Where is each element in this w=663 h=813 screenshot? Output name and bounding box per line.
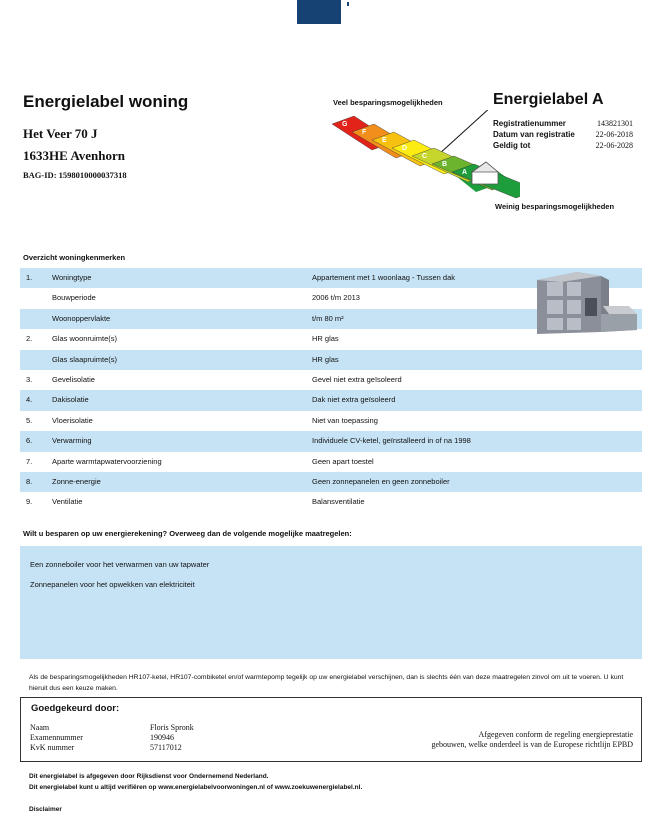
table-row: 5. Vloerisolatie Niet van toepassing — [26, 415, 378, 425]
government-logo — [297, 0, 341, 24]
table-row: Glas slaapruimte(s) HR glas — [20, 350, 642, 370]
approved-key: Naam — [30, 723, 50, 732]
disclaimer-link[interactable]: Disclaimer — [29, 806, 62, 813]
energy-band-letter: D — [402, 145, 408, 152]
label-pointer-line — [438, 110, 492, 155]
table-row: 9. Ventilatie Balansventilatie — [26, 497, 365, 507]
table-row: 1. Woningtype Appartement met 1 woonlaag - Tussen dak — [20, 268, 642, 288]
table-row: Woonoppervlakte t/m 80 m² — [20, 309, 642, 329]
apartment-building-icon — [533, 272, 639, 338]
registration-row: Geldig tot 22-06-2028 — [493, 141, 633, 150]
bag-id: BAG-ID: 1598010000037318 — [23, 170, 127, 180]
approved-box — [20, 697, 642, 762]
energy-label-title: Energielabel A — [493, 91, 604, 108]
approved-value: 190946 — [150, 733, 174, 742]
table-row: 4. Dakisolatie Dak niet extra geïsoleerd — [20, 390, 642, 410]
approved-key: KvK nummer — [30, 743, 75, 752]
energy-band-letter: F — [362, 129, 367, 136]
approved-key: Examennummer — [30, 733, 83, 742]
table-row: 6. Verwarming Individuele CV-ketel, geïnstalleerd in of na 1998 — [20, 431, 642, 451]
address-line-1: Het Veer 70 J — [23, 126, 98, 141]
approved-value: Floris Spronk — [150, 723, 194, 732]
approved-value: 57117012 — [150, 743, 182, 752]
conformity-statement: Afgegeven conform de regeling energieprestatie gebouwen, welke onderdeel is van de Europese richtlijn EPBD — [431, 730, 633, 749]
table-row: Bouwperiode 2006 t/m 2013 — [52, 293, 360, 303]
table-row: 3. Gevelisolatie Gevel niet extra geïsoleerd — [26, 374, 402, 384]
energy-band-letter: E — [382, 137, 387, 144]
registration-row: Registratienummer 143821301 — [493, 119, 633, 128]
energy-label-scale — [330, 110, 520, 205]
registration-row: Datum van registratie 22-06-2018 — [493, 130, 633, 139]
overview-title: Overzicht woningkenmerken — [23, 253, 126, 262]
energy-band-letter: A — [462, 169, 468, 176]
scale-top-caption: Veel besparingsmogelijkheden — [333, 98, 443, 107]
energy-band-letter: B — [442, 161, 448, 168]
energy-band-letter: C — [422, 153, 428, 160]
measures-note: Als de besparingsmogelijkheden HR107-ketel, HR107-combiketel en/of warmtepomp tegelijk op uw energielabel verschijnen, dan is slechts één van deze maatregelen zinvol om uit te voeren. U kunt hieruit dus een keuze maken. — [29, 674, 624, 692]
address-line-2: 1633HE Avenhorn — [23, 148, 125, 163]
table-row: 8. Zonne-energie Geen zonnepanelen en geen zonneboiler — [20, 472, 642, 492]
scale-bottom-caption: Weinig besparingsmogelijkheden — [495, 202, 615, 211]
energy-band-letter: G — [342, 121, 348, 128]
logo-mark — [347, 2, 349, 6]
table-row: 2. Glas woonruimte(s) HR glas — [26, 334, 339, 344]
footer-issuer: Dit energielabel is afgegeven door Rijksdienst voor Ondernemend Nederland. — [29, 773, 269, 780]
footer-verify: Dit energielabel kunt u altijd verifiëren op www.energielabelvoorwoningen.nl of www.zoekuwenergielabel.nl. — [29, 784, 363, 791]
table-row: 7. Aparte warmtapwatervoorziening Geen apart toestel — [26, 456, 374, 466]
registration-block — [493, 118, 633, 151]
page-title: Energielabel woning — [23, 92, 189, 111]
measure-item: Een zonneboiler voor het verwarmen van uw tapwater — [30, 560, 210, 569]
approved-title: Goedgekeurd door: — [31, 703, 120, 714]
savings-question: Wilt u besparen op uw energierekening? Overweeg dan de volgende mogelijke maatregelen: — [23, 529, 352, 538]
measures-panel — [20, 546, 642, 659]
measure-item: Zonnepanelen voor het opwekken van elektriciteit — [30, 580, 195, 589]
